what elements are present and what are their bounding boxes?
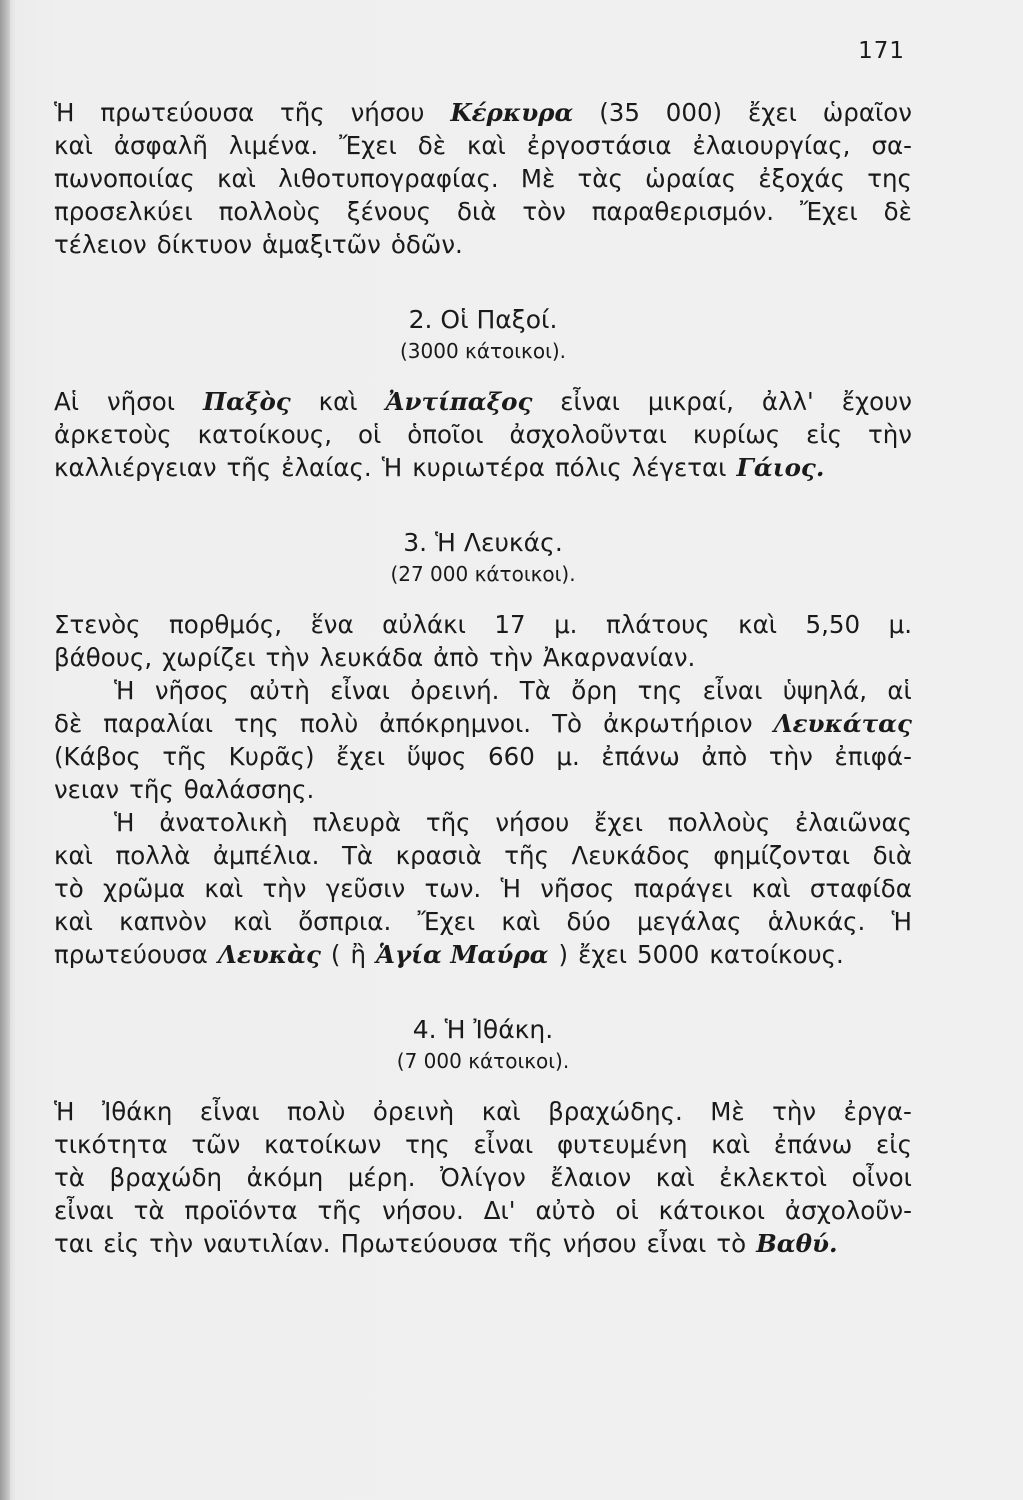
word: 660: [488, 742, 535, 771]
word: νήσου: [495, 808, 570, 837]
word: πορθμός,: [169, 610, 283, 639]
word: ὑψηλά,: [782, 676, 868, 705]
word: νῆσοι: [106, 387, 176, 416]
word: καὶ: [655, 1163, 695, 1192]
ithaki-paragraph: [54, 1095, 912, 1260]
word: καὶ: [54, 131, 93, 160]
word: ἔχει: [578, 940, 628, 969]
word: νήσου: [562, 1229, 637, 1258]
text-line: [54, 740, 912, 773]
word: εἶναι: [199, 1097, 260, 1126]
word: πρωτεύουσα: [54, 940, 208, 969]
word: ὀρεινὴ: [372, 1097, 455, 1126]
word: ἔχει: [747, 98, 797, 127]
word: εἶναι: [473, 1130, 534, 1159]
word: Κυρᾶς): [228, 742, 315, 771]
text-line: [54, 773, 912, 806]
word: 17: [494, 610, 526, 639]
word: τῶν: [191, 1130, 241, 1159]
word: ἕνα: [310, 610, 354, 639]
word: λέγεται: [631, 453, 727, 482]
word: της: [637, 676, 683, 705]
word: ἀσφαλῆ: [113, 131, 208, 160]
word: τῆς: [317, 1196, 363, 1225]
word: ἔχουν: [841, 387, 912, 416]
word: ὁποῖοι: [407, 420, 484, 449]
word: λευκάδα: [319, 643, 424, 672]
page-number: 171: [858, 38, 905, 64]
word: ἐλαίας.: [281, 453, 372, 482]
word: χρῶμα: [103, 874, 186, 903]
word: κυρίως: [692, 420, 781, 449]
word: καὶ: [711, 1130, 751, 1159]
page-text: [54, 96, 912, 1260]
text-line: [54, 707, 912, 740]
word: διὰ: [457, 197, 497, 226]
word: τῆς: [508, 1229, 553, 1258]
word: Ἡ: [54, 98, 75, 127]
word: ἢ: [350, 940, 366, 969]
word: ἐξοχάς: [758, 164, 845, 193]
word: ἐπιφά-: [834, 742, 912, 771]
book-spine-shadow: [0, 0, 10, 1500]
text-line: [54, 674, 912, 707]
lefkas-paragraph: [54, 608, 912, 971]
word: τῆς: [129, 775, 174, 804]
word: οἱ: [615, 1196, 639, 1225]
word: Ἀκαρνανίαν.: [542, 643, 696, 672]
word: Ἔχει: [339, 131, 397, 160]
word: ἀπόκρημνοι.: [379, 709, 532, 738]
word: καὶ: [481, 1097, 521, 1126]
word: πολλοὺς: [218, 197, 321, 226]
word: τὸν: [522, 197, 566, 226]
word: καὶ: [54, 841, 93, 870]
word: πολὺ: [299, 709, 359, 738]
word: κατοίκους.: [709, 940, 844, 969]
population-paxoi: (3000 κάτοικοι).: [399, 339, 567, 363]
word: καὶ: [54, 907, 93, 936]
word: κατοίκων: [264, 1130, 382, 1159]
word: εἶναι: [330, 676, 390, 705]
word: εἶναι: [560, 387, 620, 416]
word: ἁλυκάς.: [767, 907, 866, 936]
word: εἶναι: [702, 676, 763, 705]
word: τὰ: [54, 1163, 85, 1192]
text-line: [54, 1128, 912, 1161]
word: των.: [424, 874, 482, 903]
word: δὲ: [54, 709, 83, 738]
word: νήσου.: [382, 1196, 464, 1225]
word: (35: [599, 98, 640, 127]
word: (: [330, 940, 341, 969]
word: Ὀλίγον: [440, 1163, 526, 1192]
text-line: [54, 641, 912, 674]
word: ὁδῶν.: [390, 230, 463, 259]
word: μεγάλας: [636, 907, 742, 936]
word: Πρωτεύουσα: [340, 1229, 499, 1258]
word: ὀρεινή.: [410, 676, 500, 705]
emphasized-name: Ἀντίπαξος: [385, 387, 533, 416]
word: τὴν: [768, 742, 813, 771]
word: τὴν: [772, 1097, 817, 1126]
word: πόλις: [554, 453, 622, 482]
word: πολλὰ: [115, 841, 191, 870]
word: βραχώδη: [109, 1163, 222, 1192]
section-heading-ithaki: 4. Ἡ Ἰθάκη.: [412, 1015, 554, 1044]
text-line: [54, 839, 912, 872]
word: νειαν: [54, 775, 120, 804]
text-line: [54, 872, 912, 905]
word: ἐκλεκτοὶ: [719, 1163, 828, 1192]
word: ὡραῖον: [822, 98, 912, 127]
word: ἐλαιῶνας: [795, 808, 912, 837]
word: παραλίαι: [103, 709, 214, 738]
text-line: [54, 806, 912, 839]
word: οἱ: [358, 420, 382, 449]
word: τὴν: [868, 420, 912, 449]
word: Μὲ: [710, 1097, 745, 1126]
word: αἱ: [887, 676, 912, 705]
word: νῆσος: [540, 874, 615, 903]
word: δύο: [566, 907, 611, 936]
word: ὡραίας: [645, 164, 737, 193]
text-line: [54, 1227, 912, 1260]
word: Τὰ: [341, 841, 374, 870]
word: μ.: [888, 610, 912, 639]
emphasized-name: Παξὸς: [202, 387, 291, 416]
word: εἶναι: [54, 1196, 114, 1225]
word: τὸ: [54, 874, 84, 903]
emphasized-name: Βαθύ.: [756, 1229, 838, 1258]
word: καὶ: [318, 387, 358, 416]
word: εἰς: [876, 1130, 912, 1159]
text-line: [54, 1161, 912, 1194]
word: ἐλαιουργίας,: [692, 131, 851, 160]
word: ἀκόμη: [246, 1163, 324, 1192]
word: νῆσος: [154, 676, 229, 705]
text-line: [54, 1194, 912, 1227]
word: Ἡ: [54, 1097, 75, 1126]
emphasized-name: Κέρκυρα: [450, 98, 574, 127]
word: Ἡ: [114, 676, 135, 705]
paxoi-paragraph: [54, 385, 912, 484]
word: τὴν: [149, 1229, 194, 1258]
word: καὶ: [751, 874, 791, 903]
word: καπνὸν: [119, 907, 207, 936]
kerkyra-paragraph: [54, 96, 912, 261]
word: Δι': [483, 1196, 516, 1225]
word: ἀσχολοῦνται: [509, 420, 667, 449]
word: σταφίδα: [809, 874, 912, 903]
word: κάτοικοι: [658, 1196, 765, 1225]
word: φημίζονται: [713, 841, 850, 870]
word: λιμένα.: [228, 131, 319, 160]
section-heading-paxoi: 2. Οἱ Παξοί.: [408, 305, 558, 334]
emphasized-name: Γάιος.: [736, 453, 825, 482]
word: Ἡ: [114, 808, 135, 837]
word: ὕψος: [406, 742, 467, 771]
word: ἔχει: [336, 742, 386, 771]
word: (Κάβος: [54, 742, 141, 771]
word: τὴν: [489, 643, 533, 672]
word: ναυτιλίαν.: [203, 1229, 331, 1258]
word: εἰς: [103, 1229, 140, 1258]
word: καὶ: [501, 907, 541, 936]
word: ἀνατολικὴ: [159, 808, 288, 837]
text-line: [54, 1095, 912, 1128]
word: Ἰθάκη: [101, 1097, 173, 1126]
text-line: [54, 905, 912, 938]
word: Ἔχει: [417, 907, 476, 936]
word: ἀμπέλια.: [212, 841, 320, 870]
word: ται: [54, 1229, 94, 1258]
word: ἔλαιον: [550, 1163, 632, 1192]
emphasized-name: Λευκὰς: [217, 940, 321, 969]
word: ἐπάνω: [773, 1130, 853, 1159]
population-ithaki: (7 000 κάτοικοι).: [396, 1049, 570, 1073]
population-lefkas: (27 000 κάτοικοι).: [390, 562, 576, 586]
word: εἰς: [806, 420, 843, 449]
text-line: [54, 385, 912, 418]
word: ἔχει: [594, 808, 644, 837]
word: καὶ: [217, 164, 256, 193]
word: Τὸ: [552, 709, 583, 738]
word: κατοίκους,: [197, 420, 333, 449]
word: της: [867, 164, 912, 193]
word: ἐπάνω: [601, 742, 680, 771]
text-line: [54, 96, 912, 129]
word: βραχώδης.: [548, 1097, 683, 1126]
text-line: [54, 228, 912, 261]
word: σα-: [871, 131, 912, 160]
text-line: [54, 451, 912, 484]
word: προϊόντα: [184, 1196, 298, 1225]
text-line: [54, 195, 912, 228]
word: τικότητα: [54, 1130, 168, 1159]
word: μ.: [556, 742, 580, 771]
word: φυτευμένη: [556, 1130, 688, 1159]
word: μ.: [554, 610, 578, 639]
word: τῆς: [280, 98, 325, 127]
word: τῆς: [425, 808, 471, 837]
word: τὸ: [716, 1229, 747, 1258]
word: λιθοτυπογραφίας.: [278, 164, 499, 193]
emphasized-name: Ἁγία Μαύρα: [375, 940, 549, 969]
word: ἀπὸ: [701, 742, 748, 771]
word: αὐλάκι: [382, 610, 466, 639]
word: παραθερισμόν.: [591, 197, 775, 226]
emphasized-name: Λευκάτας: [773, 709, 912, 738]
word: κρασιὰ: [395, 841, 482, 870]
text-line: [54, 129, 912, 162]
word: πολλοὺς: [667, 808, 771, 837]
word: Αἱ: [54, 387, 80, 416]
word: 5,50: [805, 610, 861, 639]
word: μικραί,: [647, 387, 734, 416]
word: Μὲ: [520, 164, 556, 193]
word: τὴν: [265, 643, 310, 672]
word: ὄρη: [571, 676, 618, 705]
word: Ἡ: [381, 453, 403, 482]
word: καὶ: [466, 131, 506, 160]
word: δίκτυον: [156, 230, 253, 259]
word: εἶναι: [646, 1229, 707, 1258]
word: Ἡ: [891, 907, 912, 936]
word: 000): [665, 98, 723, 127]
word: ἀκρωτήριον: [603, 709, 753, 738]
word: 5000: [637, 940, 700, 969]
word: τὴν: [262, 874, 307, 903]
word: βάθους,: [54, 643, 153, 672]
word: μέρη.: [347, 1163, 416, 1192]
word: Ἔχει: [800, 197, 858, 226]
word: ἀλλ': [761, 387, 814, 416]
word: ): [558, 940, 569, 969]
word: Λευκάδος: [571, 841, 691, 870]
word: ἀσχολοῦν-: [784, 1196, 912, 1225]
word: ἀπὸ: [433, 643, 479, 672]
word: χωρίζει: [162, 643, 256, 672]
word: γεῦσιν: [325, 874, 406, 903]
word: πρωτεύουσα: [100, 98, 255, 127]
word: καὶ: [738, 610, 778, 639]
word: προσελκύει: [54, 197, 193, 226]
word: τῆς: [504, 841, 549, 870]
word: πλάτους: [605, 610, 710, 639]
word: αὐτὴ: [249, 676, 310, 705]
word: τῆς: [162, 742, 208, 771]
section-heading-lefkas: 3. Ἡ Λευκάς.: [403, 528, 563, 557]
word: Ἡ: [500, 874, 521, 903]
text-line: [54, 608, 912, 641]
word: οἶνοι: [851, 1163, 912, 1192]
word: πωνοποιίας: [54, 164, 195, 193]
word: αὐτὸ: [535, 1196, 596, 1225]
word: θαλάσσης.: [183, 775, 315, 804]
word: Τὰ: [519, 676, 551, 705]
text-line: [54, 162, 912, 195]
word: τὰ: [133, 1196, 165, 1225]
word: διὰ: [872, 841, 912, 870]
word: νήσου: [350, 98, 425, 127]
word: Στενὸς: [54, 610, 141, 639]
word: ἐργα-: [843, 1097, 912, 1126]
word: πλευρὰ: [312, 808, 402, 837]
word: κυριωτέρα: [412, 453, 545, 482]
text-line: [54, 418, 912, 451]
word: δὲ: [417, 131, 446, 160]
word: παράγει: [633, 874, 733, 903]
word: πολὺ: [287, 1097, 346, 1126]
word: ἁμαξιτῶν: [262, 230, 381, 259]
word: καλλιέργειαν: [54, 453, 217, 482]
word: της: [405, 1130, 450, 1159]
word: καὶ: [204, 874, 244, 903]
word: ἀρκετοὺς: [54, 420, 172, 449]
text-line: [54, 938, 912, 971]
word: ξένους: [346, 197, 432, 226]
word: τέλειον: [54, 230, 147, 259]
word: τὰς: [577, 164, 623, 193]
word: τῆς: [226, 453, 272, 482]
word: ἐργοστάσια: [526, 131, 672, 160]
word: ὄσπρια.: [298, 907, 392, 936]
word: δὲ: [883, 197, 912, 226]
word: καὶ: [233, 907, 272, 936]
word: της: [234, 709, 279, 738]
